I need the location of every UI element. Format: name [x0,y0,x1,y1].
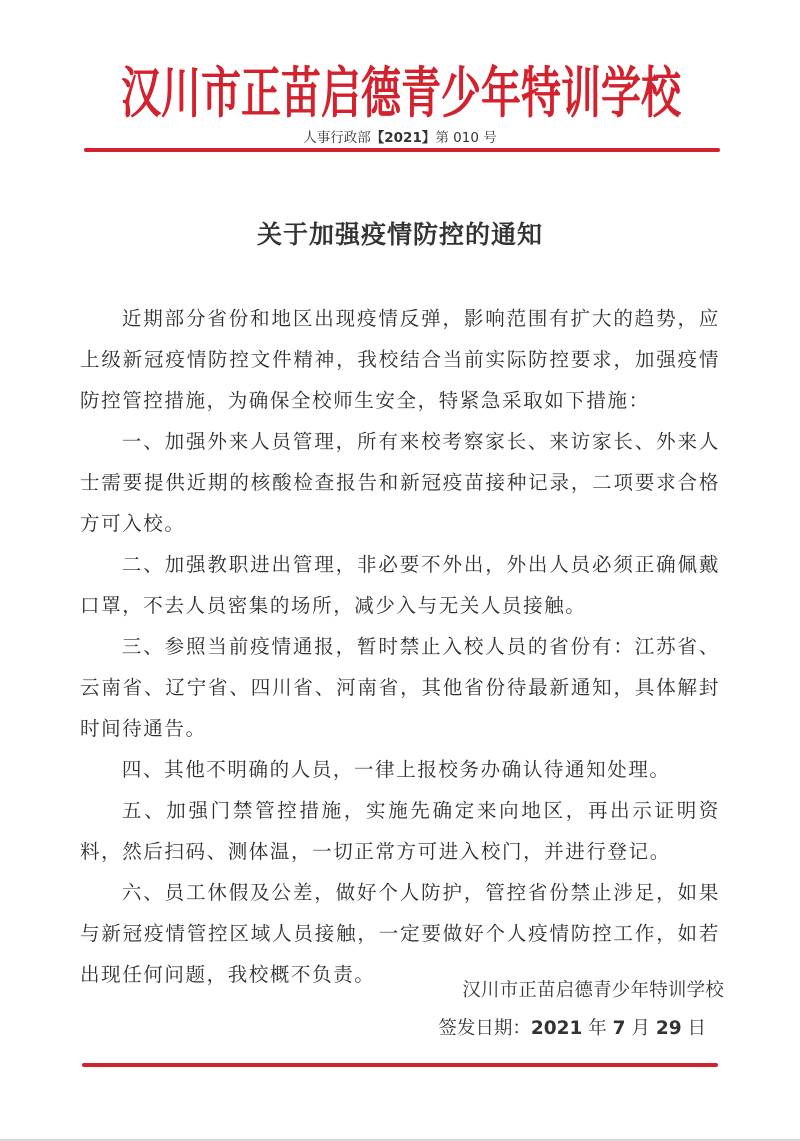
measure-item-2: 二、加强教职进出管理，非必要不外出，外出人员必须正确佩戴口罩，不去人员密集的场所，减少入与无关人员接触。 [80,553,720,617]
intro-paragraph: 近期部分省份和地区出现疫情反弹，影响范围有扩大的趋势，应上级新冠疫情防控文件精神，我校结合当前实际防控要求，加强疫情防控管控措施，为确保全校师生安全，特紧急采取如下措施： [80,307,720,412]
issue-date [424,1010,724,1048]
issuer-name: 汉川市正苗启德青少年特训学校 [462,980,724,1001]
doc-number-label: 第 [435,130,449,146]
document-number [0,128,800,148]
letterhead-divider-red [84,148,720,152]
issue-date-day: 29 [655,1018,682,1039]
measure-item-5: 五、加强门禁管控措施，实施先确定来向地区，再出示证明资料，然后扫码、测体温，一切正常方可进入校门，并进行登记。 [80,799,720,863]
footer-divider-red [82,1063,718,1067]
notice-body [80,298,720,995]
measure-item-3: 三、参照当前疫情通报，暂时禁止入校人员的省份有：江苏省、云南省、辽宁省、四川省、河南省，其他省份待最新通知，具体解封时间待通告。 [80,635,720,740]
doc-number-value: 010 [453,130,479,146]
doc-number-department: 人事行政部 [303,130,371,146]
measure-item-6: 六、员工休假及公差，做好个人防护，管控省份禁止涉足，如果与新冠疫情管控区域人员接触，一定要做好个人疫情防控工作，如若出现任何问题，我校概不负责。 [80,881,720,986]
issue-date-year: 2021 [530,1018,583,1039]
measure-item-1: 一、加强外来人员管理，所有来校考察家长、来访家长、外来人士需要提供近期的核酸检查报告和新冠疫苗接种记录，二项要求合格方可入校。 [80,430,720,535]
issue-date-label: 签发日期： [438,1018,531,1039]
notice-title: 关于加强疫情防控的通知 [256,220,543,249]
doc-number-year: 【2021】 [370,130,436,146]
issue-date-day-unit: 日 [687,1018,706,1039]
measure-item-4: 四、其他不明确的人员，一律上报校务办确认待通知处理。 [121,758,671,781]
signature-block [424,972,724,1048]
issue-date-month: 7 [612,1018,626,1039]
doc-number-suffix: 号 [483,130,497,146]
issue-date-month-unit: 月 [631,1018,650,1039]
issue-date-year-unit: 年 [588,1018,607,1039]
letterhead-school-name: 汉川市正苗启德青少年特训学校 [121,62,681,126]
